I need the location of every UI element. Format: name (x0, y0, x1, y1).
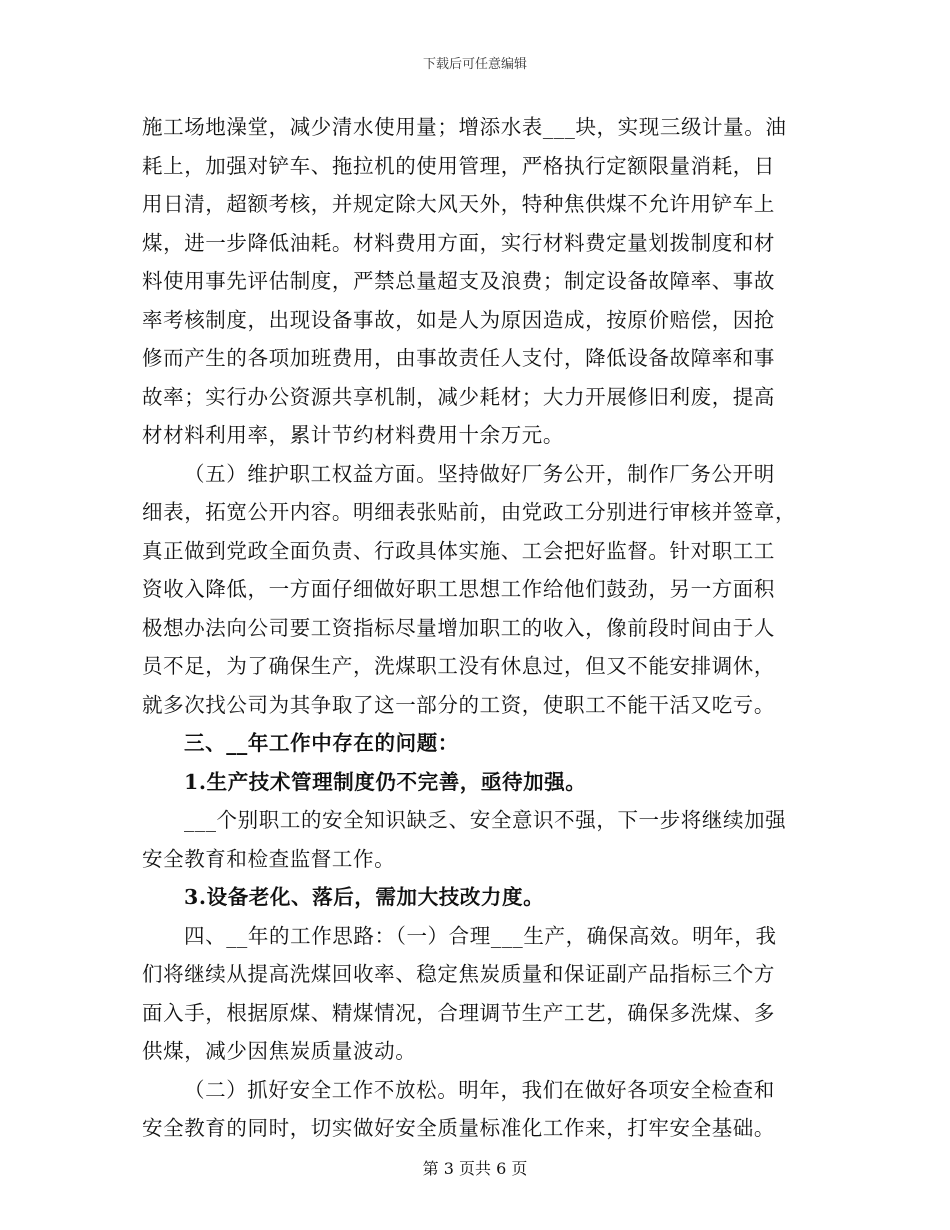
text-line: 员不足，为了确保生产，洗煤职工没有休息过，但又不能安排调休， (142, 654, 775, 678)
text-line: 就多次找公司为其争取了这一部分的工资，使职工不能干活又吃亏。 (142, 692, 775, 717)
text-line: 材材料利用率，累计节约材料费用十余万元。 (142, 423, 564, 447)
text-line: 率考核制度，出现设备事故，如是人为原因造成，按原价赔偿，因抢 (142, 307, 775, 332)
text-line: 故率；实行办公资源共享机制，减少耗材；大力开展修旧利废，提高 (142, 384, 775, 409)
paragraph (142, 108, 808, 455)
text-line: 安全教育和检查监督工作。 (142, 846, 396, 871)
paragraph (142, 801, 808, 878)
text-line: 真正做到党政全面负责、行政具体实施、工会把好监督。针对职工工 (142, 538, 775, 563)
section-heading (142, 763, 808, 802)
text-line: 供煤，减少因焦炭质量波动。 (142, 1039, 417, 1063)
text-line: 极想办法向公司要工资指标尽量增加职工的收入，像前段时间由于人 (142, 615, 775, 640)
text-line: 资收入降低，一方面仔细做好职工思想工作给他们鼓劲，另一方面积 (142, 577, 775, 601)
text-line: 三、__年工作中存在的问题： (184, 731, 459, 755)
text-line: 1.生产技术管理制度仍不完善，亟待加强。 (184, 769, 587, 794)
text-line: 安全教育的同时，切实做好安全质量标准化工作来，打牢安全基础。 (142, 1116, 775, 1140)
text-line: 们将继续从提高洗煤回收率、稳定焦炭质量和保证副产品指标三个方 (142, 962, 775, 986)
text-line: 3.设备老化、落后，需加大技改力度。 (184, 885, 545, 909)
text-line: 耗上，加强对铲车、拖拉机的使用管理，严格执行定额限量消耗，日 (142, 153, 775, 178)
paragraph (142, 917, 808, 1071)
text-line: 细表，拓宽公开内容。明细表张贴前，由党政工分别进行审核并签章， (142, 500, 797, 524)
text-line: 料使用事先评估制度，严禁总量超支及浪费；制定设备故障率、事故 (142, 269, 775, 293)
text-line: （二）抓好安全工作不放松。明年，我们在做好各项安全检查和 (184, 1077, 775, 1102)
paragraph (142, 455, 808, 725)
text-line: （五）维护职工权益方面。坚持做好厂务公开，制作厂务公开明 (184, 461, 775, 486)
text-line: 用日清，超额考核，并规定除大风天外，特种焦供煤不允许用铲车上 (142, 192, 775, 216)
text-line: 修而产生的各项加班费用，由事故责任人支付，降低设备故障率和事 (142, 346, 775, 370)
section-heading (142, 878, 808, 917)
page-number: 第 3 页共 6 页 (422, 1159, 528, 1178)
text-line: 煤，进一步降低油耗。材料费用方面，实行材料费定量划拨制度和材 (142, 230, 775, 255)
text-line: 施工场地澡堂，减少清水使用量；增添水表___块，实现三级计量。油 (142, 115, 787, 139)
text-line: ___个别职工的安全知识缺乏、安全意识不强，下一步将继续加强 (184, 808, 787, 832)
text-line: 四、__年的工作思路：（一）合理___生产，确保高效。明年，我 (184, 923, 777, 948)
section-heading (142, 724, 808, 763)
document-body (142, 108, 808, 1148)
text-line: 面入手，根据原煤、精煤情况，合理调节生产工艺，确保多洗煤、多 (142, 1000, 775, 1025)
paragraph (142, 1071, 808, 1148)
page-header: 下载后可任意编辑 (422, 57, 527, 72)
